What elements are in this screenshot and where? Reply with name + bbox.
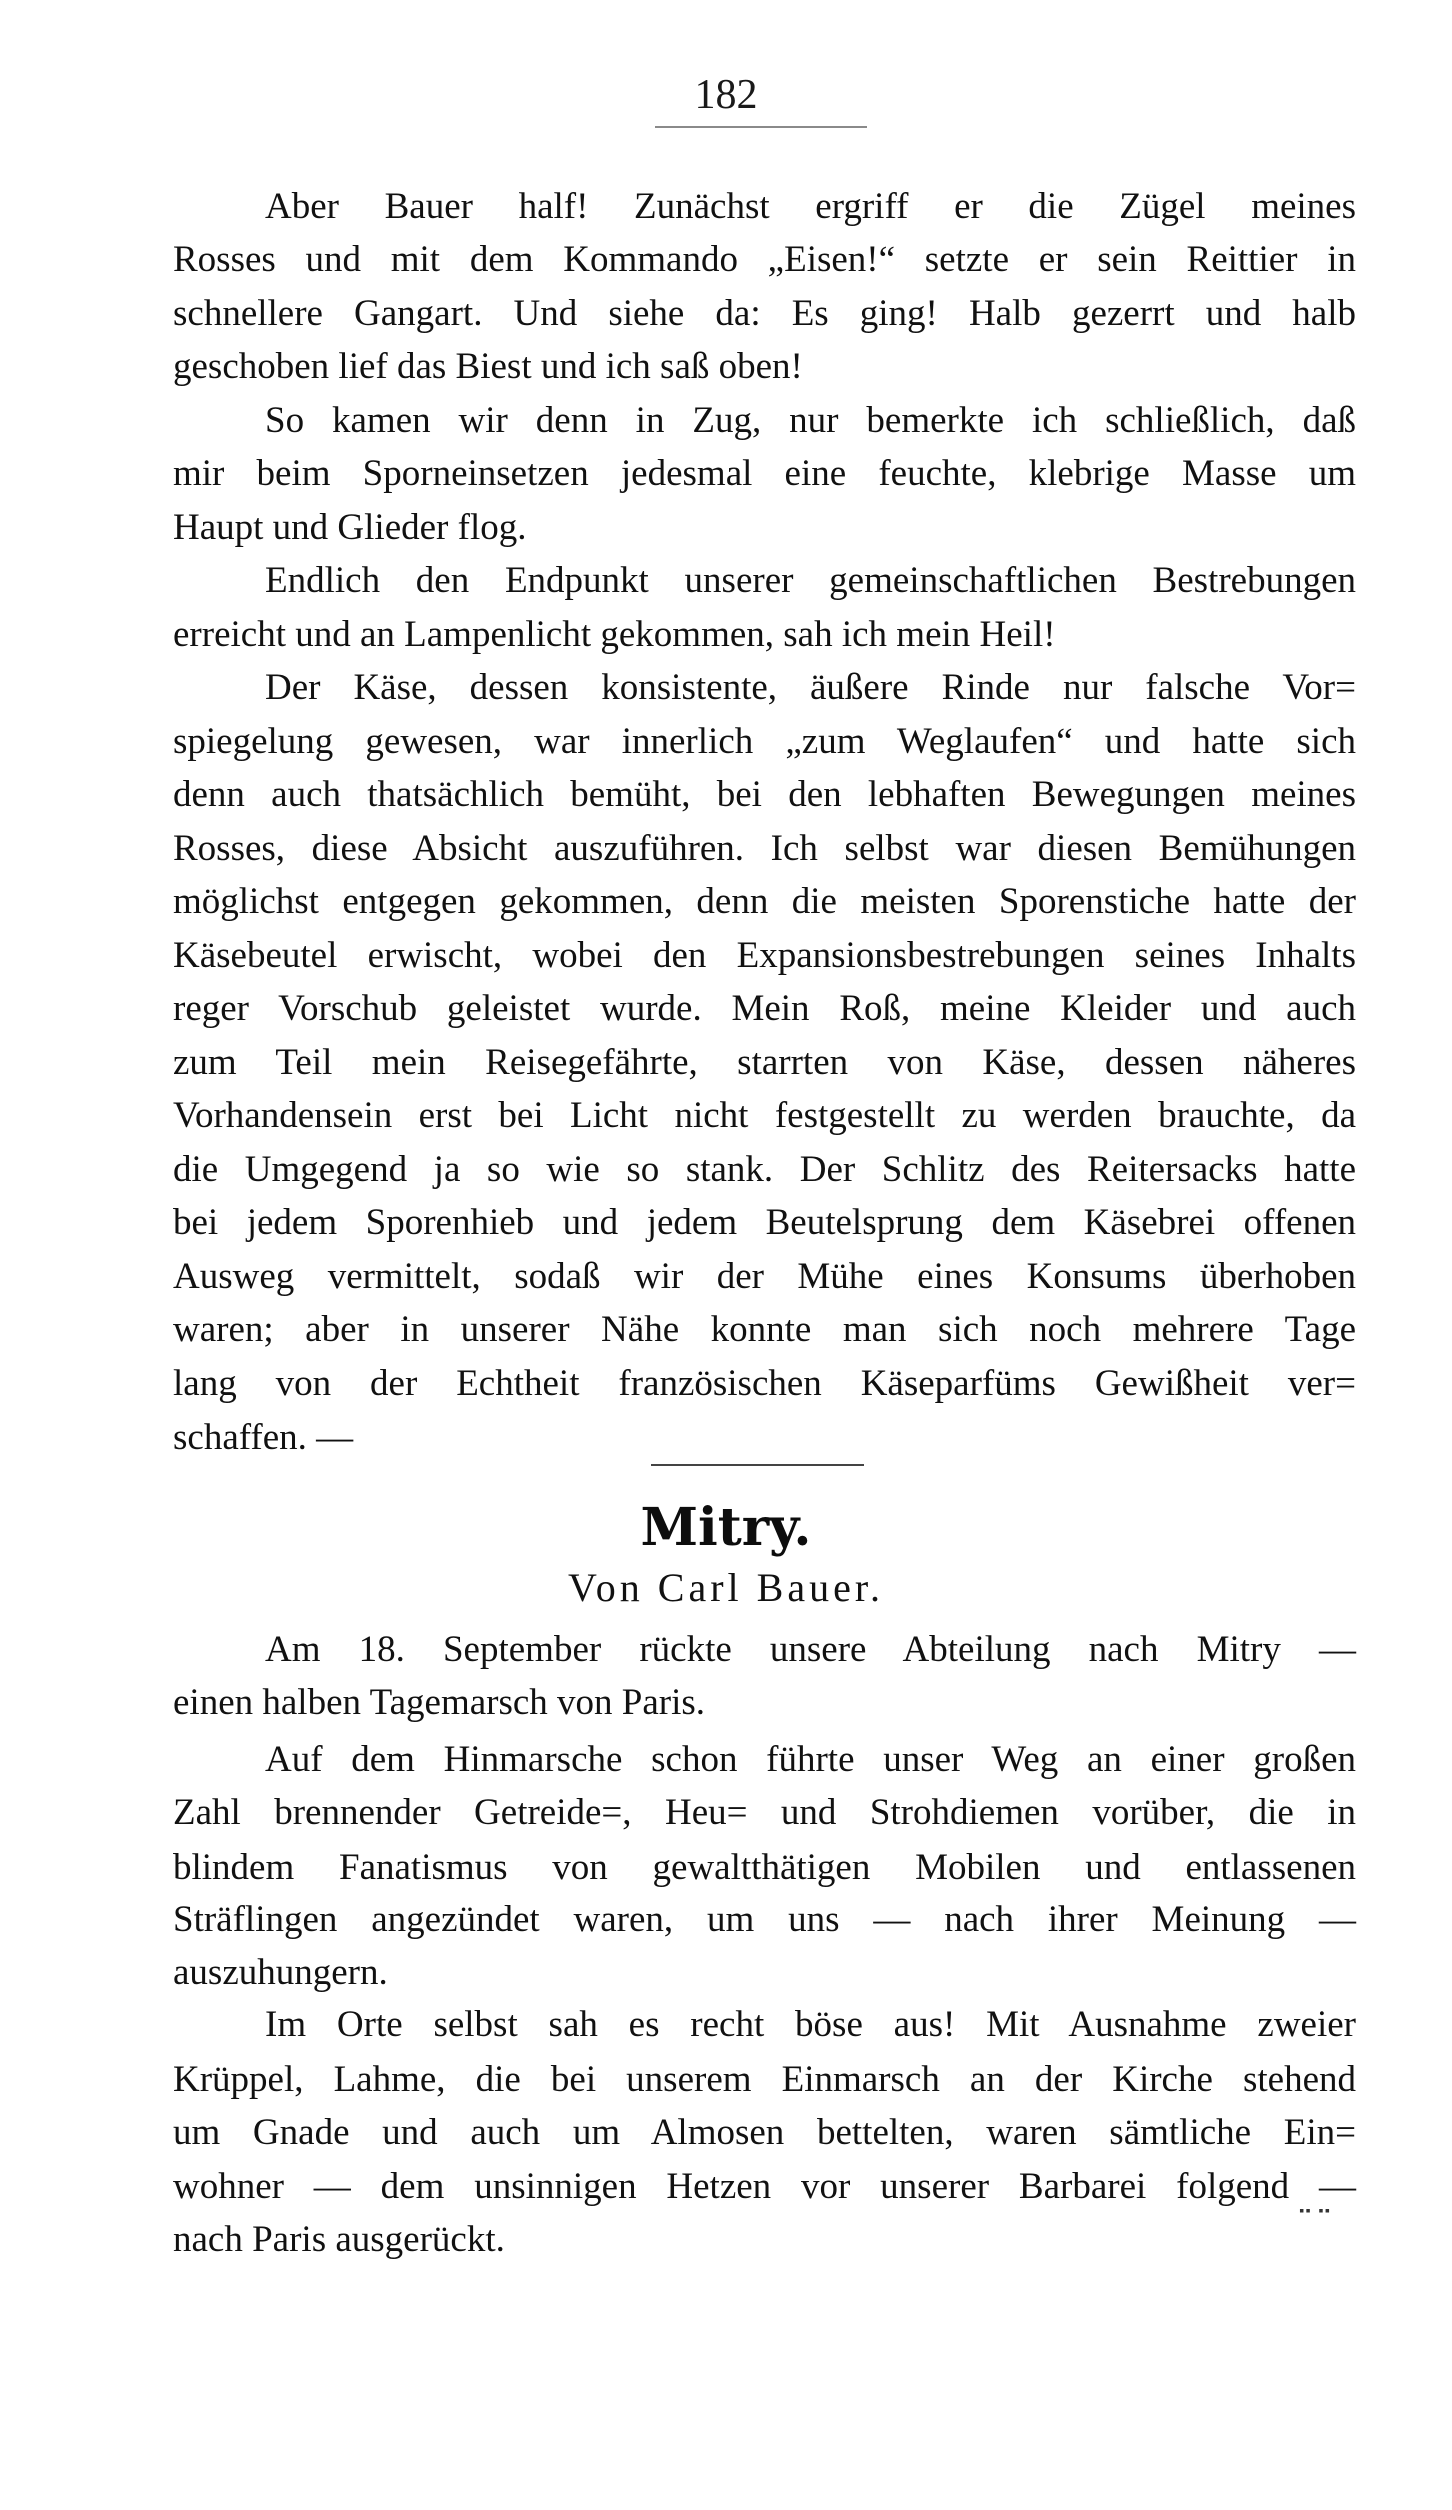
paragraph-line: schaffen. — — [173, 1417, 354, 1458]
paragraph-line: die Umgegend ja so wie so stank. Der Schlitz des Reitersacks hatte — [173, 1149, 1356, 1190]
paragraph-line: Ausweg vermittelt, sodaß wir der Mühe eines Konsums überhoben — [173, 1256, 1356, 1297]
paragraph-line: Der Käse, dessen konsistente, äußere Rinde nur falsche Vor= — [265, 667, 1356, 708]
paragraph-line: nach Paris ausgerückt. — [173, 2219, 505, 2260]
paragraph-line: lang von der Echtheit französischen Käseparfüms Gewißheit ver= — [173, 1363, 1356, 1404]
paragraph-line: Auf dem Hinmarsche schon führte unser Weg an einer großen — [265, 1739, 1356, 1780]
paragraph-line: spiegelung gewesen, war innerlich „zum Weglaufen“ und hatte sich — [173, 721, 1356, 762]
paragraph-line: Rosses und mit dem Kommando „Eisen!“ setzte er sein Reittier in — [173, 239, 1356, 280]
paragraph-line: schnellere Gangart. Und siehe da: Es ging! Halb gezerrt und halb — [173, 293, 1356, 334]
paragraph-line: waren; aber in unserer Nähe konnte man sich noch mehrere Tage — [173, 1309, 1356, 1350]
paragraph-line: Käsebeutel erwischt, wobei den Expansionsbestrebungen seines Inhalts — [173, 935, 1356, 976]
paragraph-line: mir beim Sporneinsetzen jedesmal eine feuchte, klebrige Masse um — [173, 453, 1356, 494]
paragraph-line: Aber Bauer half! Zunächst ergriff er die Zügel meines — [265, 186, 1356, 227]
printer-signature-mark: ▪▪ ▪▪ — [1299, 2206, 1332, 2216]
paragraph-line: denn auch thatsächlich bemüht, bei den lebhaften Bewegungen meines — [173, 774, 1356, 815]
paragraph-line: blindem Fanatismus von gewaltthätigen Mobilen und entlassenen — [173, 1847, 1356, 1888]
paragraph-line: um Gnade und auch um Almosen bettelten, waren sämtliche Ein= — [173, 2112, 1356, 2153]
paragraph-line: Im Orte selbst sah es recht böse aus! Mit Ausnahme zweier — [265, 2004, 1356, 2045]
page-number: 182 — [694, 72, 758, 118]
paragraph-line: Krüppel, Lahme, die bei unserem Einmarsch an der Kirche stehend — [173, 2059, 1356, 2100]
paragraph-line: Haupt und Glieder flog. — [173, 507, 527, 548]
paragraph-line: einen halben Tagemarsch von Paris. — [173, 1682, 706, 1723]
paragraph-line: Am 18. September rückte unsere Abteilung nach Mitry — — [265, 1629, 1356, 1670]
paragraph-line: reger Vorschub geleistet wurde. Mein Roß, meine Kleider und auch — [173, 988, 1356, 1029]
paragraph-line: zum Teil mein Reisegefährte, starrten von Käse, dessen näheres — [173, 1042, 1356, 1083]
paragraph-line: wohner — dem unsinnigen Hetzen vor unserer Barbarei folgend — — [173, 2166, 1356, 2207]
paragraph-line: So kamen wir denn in Zug, nur bemerkte ich schließlich, daß — [265, 400, 1356, 441]
section-divider — [651, 1464, 864, 1466]
paragraph-line: geschoben lief das Biest und ich saß oben! — [173, 346, 803, 387]
paragraph-line: Sträflingen angezündet waren, um uns — nach ihrer Meinung — — [173, 1899, 1356, 1940]
paragraph-line: erreicht und an Lampenlicht gekommen, sah ich mein Heil! — [173, 614, 1056, 655]
paragraph-line: Vorhandensein erst bei Licht nicht festgestellt zu werden brauchte, da — [173, 1095, 1356, 1136]
paragraph-line: auszuhungern. — [173, 1952, 388, 1993]
header-divider — [655, 126, 867, 128]
paragraph-line: Zahl brennender Getreide=, Heu= und Strohdiemen vorüber, die in — [173, 1792, 1356, 1833]
story-byline: Von Carl Bauer. — [568, 1565, 884, 1610]
story-title: Mitry. — [640, 1497, 812, 1558]
paragraph-line: möglichst entgegen gekommen, denn die meisten Sporenstiche hatte der — [173, 881, 1356, 922]
paragraph-line: bei jedem Sporenhieb und jedem Beutelsprung dem Käsebrei offenen — [173, 1202, 1356, 1243]
paragraph-line: Rosses, diese Absicht auszuführen. Ich selbst war diesen Bemühungen — [173, 828, 1356, 869]
paragraph-line: Endlich den Endpunkt unserer gemeinschaftlichen Bestrebungen — [265, 560, 1356, 601]
